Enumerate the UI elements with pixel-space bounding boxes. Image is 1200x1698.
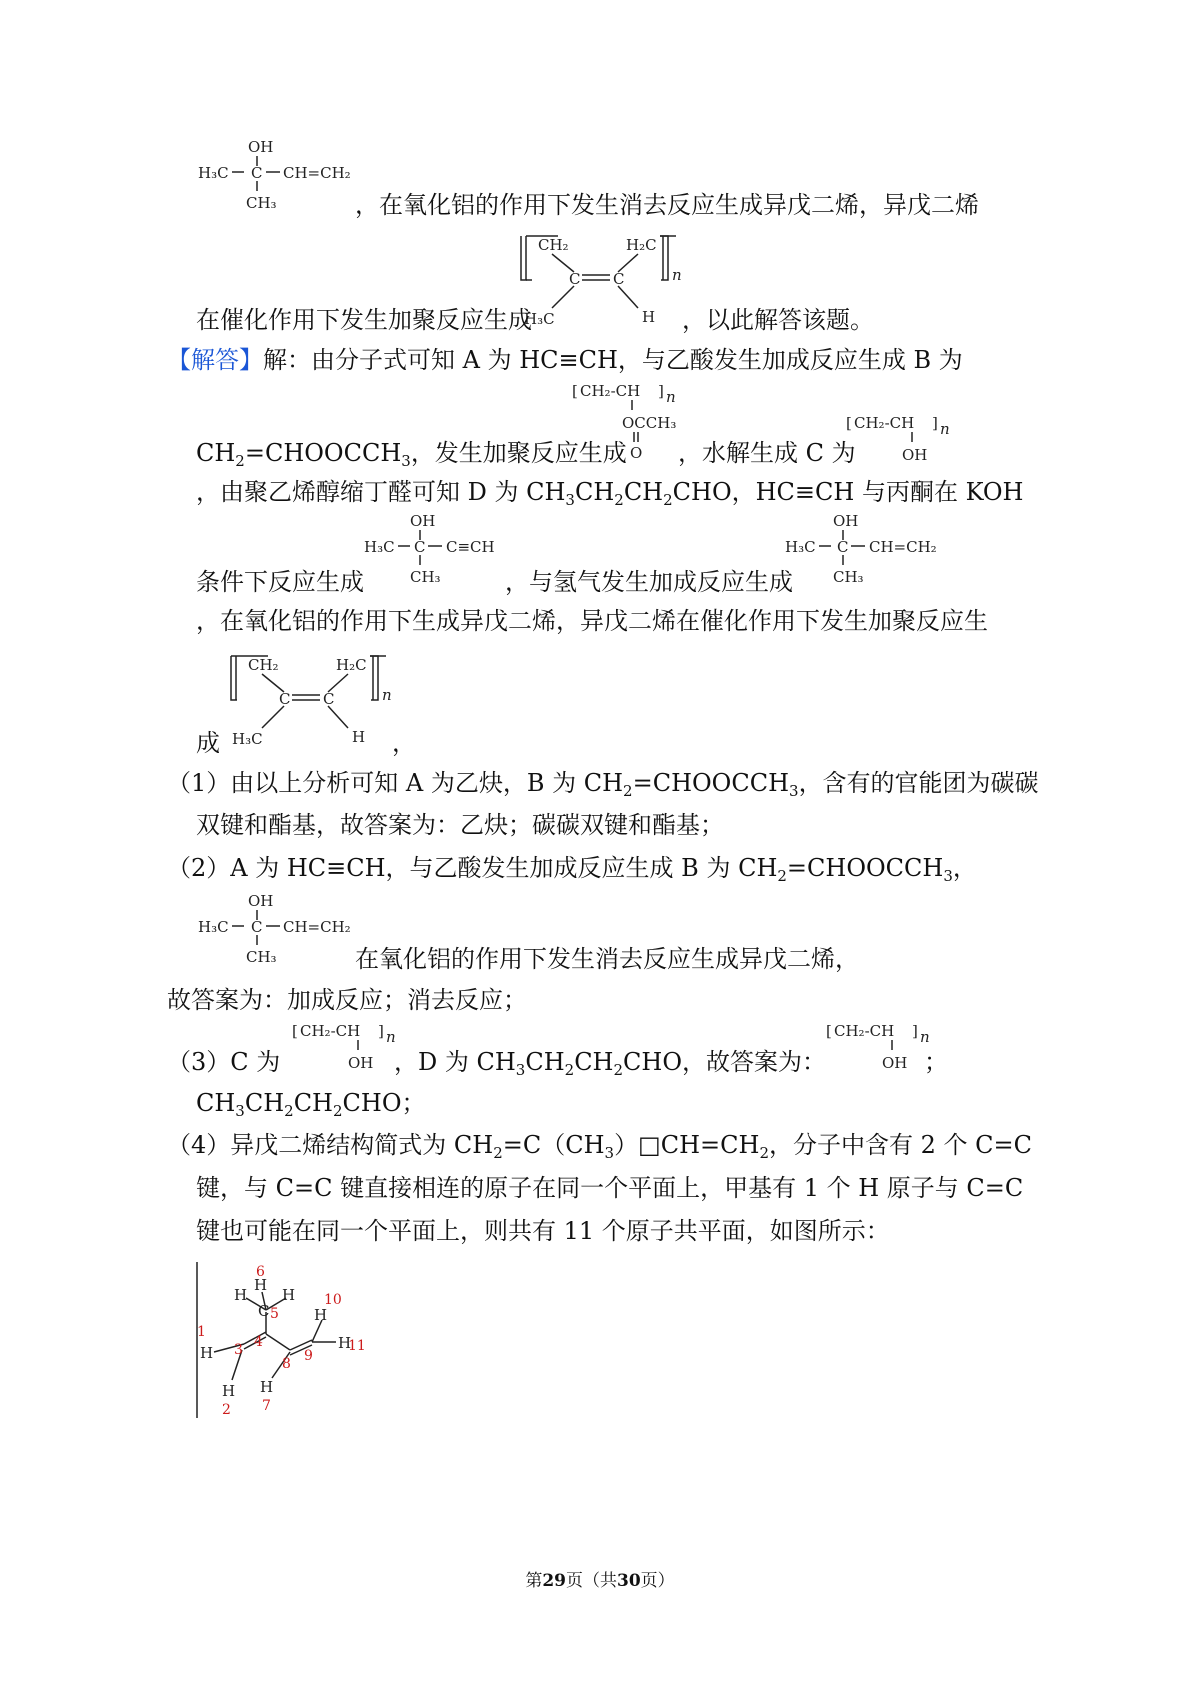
svg-text:C: C xyxy=(323,690,335,708)
text-line-6a: 条件下反应生成 xyxy=(196,568,364,596)
svg-text:10: 10 xyxy=(324,1292,342,1308)
svg-text:C: C xyxy=(613,270,625,288)
svg-text:]: ] xyxy=(912,1022,918,1040)
text-line-4b: ，水解生成 C 为 xyxy=(678,439,856,467)
svg-text:CH₂: CH₂ xyxy=(538,236,569,254)
svg-text:n: n xyxy=(386,1028,396,1046)
question-3-line-a3: ； xyxy=(924,1048,948,1076)
text-line-8b: ， xyxy=(392,729,416,757)
svg-text:n: n xyxy=(920,1028,930,1046)
svg-text:CH₃: CH₃ xyxy=(246,948,277,966)
structure-pva-3 xyxy=(826,1018,936,1078)
svg-text:OH: OH xyxy=(348,1054,374,1072)
svg-text:C: C xyxy=(279,690,291,708)
svg-text:OH: OH xyxy=(833,512,859,530)
svg-text:H₃C: H₃C xyxy=(785,538,816,556)
svg-text:CH=CH₂: CH=CH₂ xyxy=(283,164,351,182)
svg-text:n: n xyxy=(940,420,950,438)
svg-text:H₃C: H₃C xyxy=(524,310,555,328)
svg-text:H₃C: H₃C xyxy=(198,164,229,182)
text-line-8a: 成 xyxy=(196,729,220,757)
svg-text:n: n xyxy=(672,266,682,284)
svg-text:H: H xyxy=(338,1334,352,1352)
svg-text:3: 3 xyxy=(234,1342,243,1358)
svg-text:H: H xyxy=(222,1382,236,1400)
svg-text:C: C xyxy=(837,538,849,556)
structure-polyisoprene-2 xyxy=(228,648,408,753)
svg-text:CH₃: CH₃ xyxy=(410,568,441,586)
question-4-line-b: 键，与 C=C 键直接相连的原子在同一个平面上，甲基有 1 个 H 原子与 C=C xyxy=(196,1174,1024,1202)
isoprene-coplanar-diagram xyxy=(194,1262,374,1422)
svg-text:CH₂: CH₂ xyxy=(248,656,279,674)
structure-pva-1 xyxy=(846,410,956,470)
question-1-line-b: 双键和酯基，故答案为：乙炔；碳碳双键和酯基； xyxy=(196,811,724,839)
question-2-line-a: （2）A 为 HC≡CH，与乙酸发生加成反应生成 B 为 $CH_2=CHOOCCH_3$， xyxy=(167,854,977,885)
svg-text:4: 4 xyxy=(254,1334,263,1350)
svg-text:C≡CH: C≡CH xyxy=(446,538,495,556)
svg-text:[: [ xyxy=(572,382,578,400)
svg-text:8: 8 xyxy=(282,1356,291,1372)
text-line-4a: $CH_2=CHOOCCH_3$，发生加聚反应生成 xyxy=(196,439,627,470)
question-3-line-a2: ，D 为 $CH_3CH_2CH_2CHO$，故答案为： xyxy=(394,1048,826,1079)
text-line-7: ，在氧化铝的作用下生成异戊二烯，异戊二烯在催化作用下发生加聚反应生 xyxy=(196,607,988,635)
svg-text:CH₂-CH: CH₂-CH xyxy=(834,1022,895,1040)
text-line-3: 【解答】解：由分子式可知 A 为 HC≡CH，与乙酸发生加成反应生成 B 为 xyxy=(167,346,963,374)
question-3-line-b: $CH_3CH_2CH_2CHO$； xyxy=(196,1089,426,1120)
svg-text:OH: OH xyxy=(248,892,274,910)
question-2-line-c: 故答案为：加成反应；消去反应； xyxy=(167,986,527,1014)
text-line-2b: ，以此解答该题。 xyxy=(682,306,874,334)
structure-methylbutenol-3 xyxy=(196,892,366,972)
question-4-line-a: （4）异戊二烯结构简式为 $CH_2=C(CH_3)□CH=CH_2$，分子中含有 2 个 C=C xyxy=(167,1131,1032,1162)
svg-text:C: C xyxy=(251,918,263,936)
svg-text:n: n xyxy=(382,686,392,704)
svg-text:CH₃: CH₃ xyxy=(833,568,864,586)
svg-text:7: 7 xyxy=(262,1398,271,1414)
text-line-6b: ，与氢气发生加成反应生成 xyxy=(505,568,793,596)
question-2-line-b: 在氧化铝的作用下发生消去反应生成异戊二烯， xyxy=(355,945,859,973)
svg-text:C: C xyxy=(569,270,581,288)
svg-text:OH: OH xyxy=(882,1054,908,1072)
question-4-line-c: 键也可能在同一个平面上，则共有 11 个原子共平面，如图所示： xyxy=(196,1217,890,1245)
svg-text:6: 6 xyxy=(256,1264,265,1280)
svg-text:11: 11 xyxy=(348,1338,366,1354)
svg-text:2: 2 xyxy=(222,1402,231,1418)
svg-text:1: 1 xyxy=(197,1324,206,1340)
structure-methylbutenol-2 xyxy=(783,512,953,592)
svg-text:[: [ xyxy=(292,1022,298,1040)
question-3-line-a1: （3）C 为 xyxy=(167,1048,281,1076)
svg-text:CH=CH₂: CH=CH₂ xyxy=(869,538,937,556)
svg-text:OCCH₃: OCCH₃ xyxy=(622,414,677,432)
text-line-2a: 在催化作用下发生加聚反应生成 xyxy=(196,306,532,334)
text-line-5: ，由聚乙烯醇缩丁醛可知 D 为 $CH_3CH_2CH_2CHO$，HC≡CH 与丙酮在 KOH xyxy=(196,478,1024,509)
svg-text:H: H xyxy=(352,728,366,746)
svg-text:OH: OH xyxy=(410,512,436,530)
structure-methylbutenol-1 xyxy=(196,138,366,218)
svg-text:H₂C: H₂C xyxy=(626,236,657,254)
svg-text:5: 5 xyxy=(270,1306,279,1322)
svg-text:CH₂-CH: CH₂-CH xyxy=(580,382,641,400)
svg-text:H: H xyxy=(642,308,656,326)
svg-text:9: 9 xyxy=(304,1348,313,1364)
structure-polyisoprene-1 xyxy=(518,228,698,333)
answer-label: 【解答】 xyxy=(167,346,263,374)
svg-text:CH₂-CH: CH₂-CH xyxy=(300,1022,361,1040)
svg-text:H₂C: H₂C xyxy=(336,656,367,674)
svg-text:C: C xyxy=(258,1302,270,1320)
svg-text:H: H xyxy=(282,1286,296,1304)
svg-text:]: ] xyxy=(378,1022,384,1040)
svg-text:H₃C: H₃C xyxy=(232,730,263,748)
svg-text:[: [ xyxy=(846,414,852,432)
svg-text:H: H xyxy=(314,1306,328,1324)
structure-pva-2 xyxy=(292,1018,402,1078)
svg-text:H: H xyxy=(200,1344,214,1362)
svg-text:C: C xyxy=(251,164,263,182)
svg-text:H₃C: H₃C xyxy=(364,538,395,556)
text-line-1: ，在氧化铝的作用下发生消去反应生成异戊二烯，异戊二烯 xyxy=(355,191,979,219)
svg-text:]: ] xyxy=(658,382,664,400)
svg-text:]: ] xyxy=(932,414,938,432)
question-1-line-a: （1）由以上分析可知 A 为乙炔，B 为 $CH_2=CHOOCCH_3$，含有的官能团为碳碳 xyxy=(167,769,1039,800)
svg-text:OH: OH xyxy=(248,138,274,156)
svg-text:H: H xyxy=(260,1378,274,1396)
page-footer: 第29页（共30页） xyxy=(525,1571,675,1591)
svg-text:H: H xyxy=(254,1276,268,1294)
svg-text:CH=CH₂: CH=CH₂ xyxy=(283,918,351,936)
svg-text:H: H xyxy=(234,1286,248,1304)
svg-text:CH₃: CH₃ xyxy=(246,194,277,212)
svg-text:O: O xyxy=(630,444,643,462)
svg-text:CH₂-CH: CH₂-CH xyxy=(854,414,915,432)
svg-text:C: C xyxy=(414,538,426,556)
svg-text:n: n xyxy=(666,388,676,406)
svg-text:OH: OH xyxy=(902,446,928,464)
svg-text:H₃C: H₃C xyxy=(198,918,229,936)
svg-text:[: [ xyxy=(826,1022,832,1040)
